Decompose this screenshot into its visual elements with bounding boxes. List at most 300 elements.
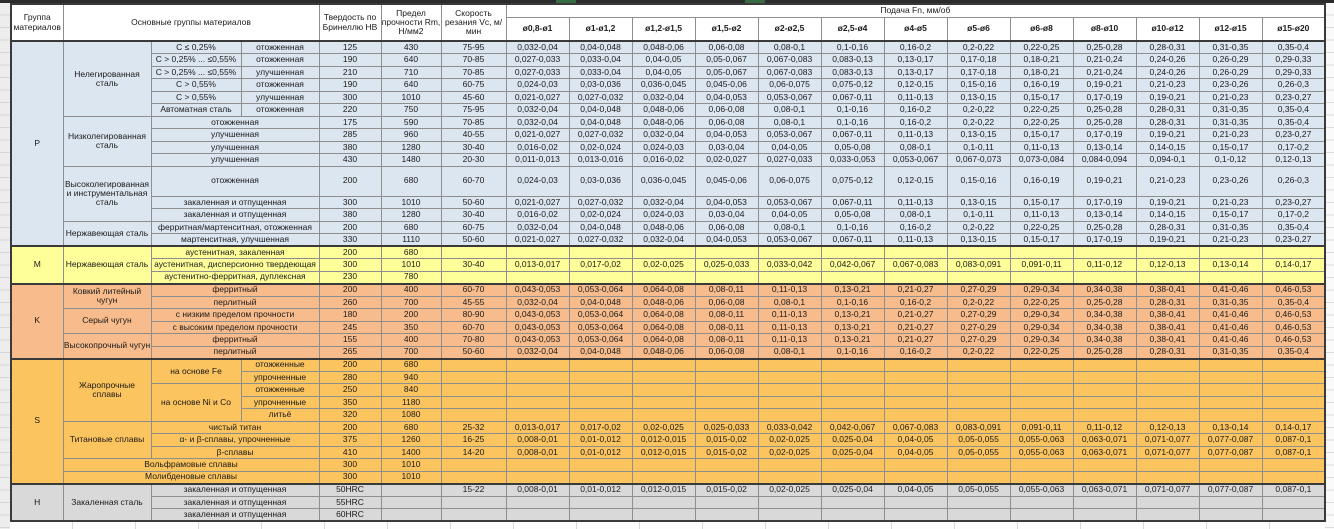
feed-cell[interactable]: 0,033-0,042 — [758, 259, 821, 272]
material-cell[interactable]: Высокопрочный чугун — [63, 334, 151, 359]
feed-cell[interactable]: 0,13-0,14 — [1073, 209, 1136, 222]
feed-cell[interactable]: 0,23-0,27 — [1262, 129, 1325, 142]
feed-cell[interactable]: 0,016-0,02 — [506, 141, 569, 154]
speed-cell[interactable] — [441, 496, 506, 509]
material-cell[interactable]: с высоким пределом прочности — [151, 321, 319, 334]
material-cell[interactable]: отожженные — [241, 359, 319, 372]
feed-cell[interactable]: 0,012-0,015 — [632, 484, 695, 497]
feed-cell[interactable]: 0,24-0,26 — [1136, 54, 1199, 67]
feed-cell[interactable]: 0,13-0,15 — [947, 234, 1010, 247]
feed-cell[interactable]: 0,067-0,11 — [821, 234, 884, 247]
feed-cell[interactable]: 0,03-0,04 — [695, 141, 758, 154]
feed-cell[interactable]: 0,043-0,053 — [506, 334, 569, 347]
feed-cell[interactable] — [1136, 359, 1199, 372]
feed-cell[interactable] — [569, 359, 632, 372]
feed-cell[interactable]: 0,35-0,4 — [1262, 41, 1325, 54]
feed-cell[interactable] — [695, 384, 758, 397]
feed-cell[interactable]: 0,06-0,08 — [695, 221, 758, 234]
header-diameter-12[interactable]: ø15-ø20 — [1262, 17, 1325, 41]
material-cell[interactable]: аустенитная, закаленная — [151, 246, 319, 259]
hardness-cell[interactable]: 380 — [319, 209, 381, 222]
material-cell[interactable]: чистый титан — [151, 421, 319, 434]
hardness-cell[interactable]: 220 — [319, 104, 381, 117]
feed-cell[interactable] — [632, 384, 695, 397]
speed-cell[interactable]: 45-55 — [441, 296, 506, 309]
feed-cell[interactable]: 0,02-0,025 — [758, 484, 821, 497]
speed-cell[interactable]: 15-22 — [441, 484, 506, 497]
feed-cell[interactable]: 0,067-0,073 — [947, 154, 1010, 167]
material-cell[interactable]: Ковкий литейный чугун — [63, 284, 151, 309]
feed-cell[interactable]: 0,13-0,15 — [947, 129, 1010, 142]
strength-cell[interactable]: 400 — [381, 284, 441, 297]
hardness-cell[interactable]: 55HRC — [319, 496, 381, 509]
feed-cell[interactable]: 0,071-0,077 — [1136, 484, 1199, 497]
hardness-cell[interactable]: 430 — [319, 154, 381, 167]
feed-cell[interactable]: 0,11-0,13 — [758, 334, 821, 347]
feed-cell[interactable]: 0,094-0,1 — [1136, 154, 1199, 167]
feed-cell[interactable]: 0,08-0,1 — [884, 141, 947, 154]
feed-cell[interactable] — [695, 371, 758, 384]
feed-cell[interactable] — [758, 471, 821, 484]
material-cell[interactable]: отожженная — [241, 54, 319, 67]
feed-cell[interactable] — [758, 384, 821, 397]
feed-cell[interactable]: 0,16-0,2 — [884, 296, 947, 309]
feed-cell[interactable]: 0,2-0,22 — [947, 104, 1010, 117]
feed-cell[interactable]: 0,053-0,064 — [569, 309, 632, 322]
feed-cell[interactable]: 0,22-0,25 — [1010, 221, 1073, 234]
feed-cell[interactable]: 0,04-0,05 — [758, 141, 821, 154]
feed-cell[interactable]: 0,26-0,3 — [1262, 79, 1325, 92]
feed-cell[interactable]: 0,05-0,067 — [695, 66, 758, 79]
hardness-cell[interactable]: 125 — [319, 41, 381, 54]
feed-cell[interactable] — [884, 384, 947, 397]
feed-cell[interactable]: 0,06-0,08 — [695, 116, 758, 129]
feed-cell[interactable]: 0,091-0,11 — [1010, 421, 1073, 434]
feed-cell[interactable] — [632, 271, 695, 284]
feed-cell[interactable]: 0,067-0,11 — [821, 129, 884, 142]
feed-cell[interactable]: 0,071-0,077 — [1136, 434, 1199, 447]
feed-cell[interactable] — [1073, 496, 1136, 509]
feed-cell[interactable] — [1136, 271, 1199, 284]
material-cell[interactable]: Жаропрочные сплавы — [63, 359, 151, 422]
speed-cell[interactable]: 40-55 — [441, 129, 506, 142]
feed-cell[interactable] — [1262, 471, 1325, 484]
feed-cell[interactable]: 0,053-0,064 — [569, 334, 632, 347]
material-cell[interactable]: α- и β-сплавы, упрочненные — [151, 434, 319, 447]
feed-cell[interactable]: 0,025-0,04 — [821, 446, 884, 459]
feed-cell[interactable] — [1073, 459, 1136, 472]
feed-cell[interactable] — [1073, 471, 1136, 484]
strength-cell[interactable] — [381, 509, 441, 522]
speed-cell[interactable] — [441, 359, 506, 372]
feed-cell[interactable]: 0,032-0,04 — [506, 221, 569, 234]
header-diameter-11[interactable]: ø12-ø15 — [1199, 17, 1262, 41]
feed-cell[interactable]: 0,11-0,13 — [1010, 141, 1073, 154]
feed-cell[interactable]: 0,064-0,08 — [632, 284, 695, 297]
feed-cell[interactable]: 0,22-0,25 — [1010, 296, 1073, 309]
feed-cell[interactable]: 0,29-0,33 — [1262, 54, 1325, 67]
feed-cell[interactable]: 0,28-0,31 — [1136, 104, 1199, 117]
hardness-cell[interactable]: 300 — [319, 196, 381, 209]
hardness-cell[interactable]: 260 — [319, 296, 381, 309]
speed-cell[interactable]: 25-32 — [441, 421, 506, 434]
feed-cell[interactable]: 0,067-0,083 — [884, 259, 947, 272]
feed-cell[interactable]: 0,08-0,1 — [758, 41, 821, 54]
speed-cell[interactable]: 60-70 — [441, 166, 506, 196]
feed-cell[interactable]: 0,032-0,04 — [506, 346, 569, 359]
feed-cell[interactable]: 0,34-0,38 — [1073, 321, 1136, 334]
material-cell[interactable]: аустенитная, дисперсионно твердеющая — [151, 259, 319, 272]
feed-cell[interactable]: 0,25-0,28 — [1073, 41, 1136, 54]
speed-cell[interactable]: 50-60 — [441, 346, 506, 359]
feed-cell[interactable]: 0,027-0,033 — [506, 54, 569, 67]
strength-cell[interactable]: 640 — [381, 79, 441, 92]
header-speed[interactable]: Скорость резания Vc, м/мин — [441, 4, 506, 41]
feed-cell[interactable]: 0,14-0,17 — [1262, 259, 1325, 272]
hardness-cell[interactable]: 50HRC — [319, 484, 381, 497]
feed-cell[interactable]: 0,06-0,075 — [758, 166, 821, 196]
header-feed[interactable]: Подача Fn, мм/об — [506, 4, 1325, 17]
feed-cell[interactable]: 0,032-0,04 — [506, 296, 569, 309]
feed-cell[interactable] — [884, 496, 947, 509]
feed-cell[interactable]: 0,19-0,21 — [1136, 129, 1199, 142]
feed-cell[interactable]: 0,024-0,03 — [632, 141, 695, 154]
feed-cell[interactable]: 0,05-0,08 — [821, 141, 884, 154]
feed-cell[interactable]: 0,075-0,12 — [821, 79, 884, 92]
feed-cell[interactable]: 0,35-0,4 — [1262, 116, 1325, 129]
feed-cell[interactable]: 0,016-0,02 — [506, 209, 569, 222]
material-cell[interactable]: отожженная — [241, 79, 319, 92]
speed-cell[interactable]: 60-70 — [441, 321, 506, 334]
feed-cell[interactable]: 0,41-0,46 — [1199, 321, 1262, 334]
feed-cell[interactable]: 0,11-0,13 — [758, 321, 821, 334]
material-cell[interactable]: улучшенная — [151, 129, 319, 142]
feed-cell[interactable] — [947, 471, 1010, 484]
feed-cell[interactable]: 0,15-0,17 — [1010, 91, 1073, 104]
feed-cell[interactable] — [884, 359, 947, 372]
feed-cell[interactable]: 0,21-0,23 — [1136, 166, 1199, 196]
feed-cell[interactable]: 0,024-0,03 — [506, 79, 569, 92]
feed-cell[interactable] — [821, 359, 884, 372]
feed-cell[interactable] — [884, 459, 947, 472]
group-cell-k[interactable]: K — [11, 284, 63, 359]
feed-cell[interactable]: 0,17-0,18 — [947, 66, 1010, 79]
hardness-cell[interactable]: 300 — [319, 459, 381, 472]
feed-cell[interactable] — [1010, 271, 1073, 284]
material-cell[interactable]: отожженная — [151, 166, 319, 196]
feed-cell[interactable]: 0,053-0,067 — [758, 234, 821, 247]
feed-cell[interactable] — [1262, 496, 1325, 509]
material-cell[interactable]: упрочненные — [241, 396, 319, 409]
feed-cell[interactable]: 0,11-0,13 — [884, 129, 947, 142]
feed-cell[interactable]: 0,03-0,036 — [569, 79, 632, 92]
material-cell[interactable]: мартенситная, улучшенная — [151, 234, 319, 247]
feed-cell[interactable] — [569, 471, 632, 484]
feed-cell[interactable] — [884, 271, 947, 284]
feed-cell[interactable]: 0,063-0,071 — [1073, 484, 1136, 497]
feed-cell[interactable]: 0,13-0,14 — [1073, 141, 1136, 154]
feed-cell[interactable] — [1199, 409, 1262, 422]
material-cell[interactable]: закаленная и отпущенная — [151, 509, 319, 522]
feed-cell[interactable]: 0,027-0,032 — [569, 129, 632, 142]
feed-cell[interactable]: 0,34-0,38 — [1073, 334, 1136, 347]
feed-cell[interactable] — [758, 371, 821, 384]
feed-cell[interactable] — [1073, 384, 1136, 397]
feed-cell[interactable]: 0,11-0,13 — [884, 196, 947, 209]
header-diameter-4[interactable]: ø2-ø2,5 — [758, 17, 821, 41]
feed-cell[interactable] — [1199, 496, 1262, 509]
material-cell[interactable]: закаленная и отпущенная — [151, 209, 319, 222]
feed-cell[interactable]: 0,11-0,13 — [884, 91, 947, 104]
feed-cell[interactable] — [947, 459, 1010, 472]
feed-cell[interactable]: 0,46-0,53 — [1262, 284, 1325, 297]
material-cell[interactable]: улучшенная — [151, 154, 319, 167]
material-cell[interactable]: C > 0,55% — [151, 91, 241, 104]
feed-cell[interactable] — [821, 371, 884, 384]
feed-cell[interactable]: 0,13-0,17 — [884, 54, 947, 67]
feed-cell[interactable]: 0,11-0,13 — [1010, 209, 1073, 222]
feed-cell[interactable] — [947, 246, 1010, 259]
material-cell[interactable]: улучшенная — [241, 66, 319, 79]
speed-cell[interactable]: 75-95 — [441, 104, 506, 117]
feed-cell[interactable] — [821, 471, 884, 484]
feed-cell[interactable]: 0,41-0,46 — [1199, 309, 1262, 322]
feed-cell[interactable]: 0,11-0,13 — [758, 284, 821, 297]
feed-cell[interactable]: 0,01-0,012 — [569, 484, 632, 497]
speed-cell[interactable]: 45-60 — [441, 91, 506, 104]
feed-cell[interactable]: 0,2-0,22 — [947, 296, 1010, 309]
feed-cell[interactable]: 0,19-0,21 — [1136, 234, 1199, 247]
feed-cell[interactable]: 0,14-0,15 — [1136, 141, 1199, 154]
feed-cell[interactable] — [1199, 271, 1262, 284]
speed-cell[interactable]: 50-60 — [441, 234, 506, 247]
feed-cell[interactable] — [758, 271, 821, 284]
feed-cell[interactable]: 0,1-0,16 — [821, 116, 884, 129]
material-cell[interactable]: Нержавеющая сталь — [63, 221, 151, 246]
feed-cell[interactable] — [947, 496, 1010, 509]
strength-cell[interactable]: 1180 — [381, 396, 441, 409]
feed-cell[interactable] — [884, 509, 947, 522]
feed-cell[interactable]: 0,048-0,06 — [632, 116, 695, 129]
feed-cell[interactable]: 0,04-0,048 — [569, 221, 632, 234]
feed-cell[interactable]: 0,043-0,053 — [506, 321, 569, 334]
feed-cell[interactable]: 0,075-0,12 — [821, 166, 884, 196]
feed-cell[interactable]: 0,04-0,048 — [569, 116, 632, 129]
feed-cell[interactable]: 0,21-0,23 — [1199, 91, 1262, 104]
feed-cell[interactable]: 0,15-0,17 — [1010, 196, 1073, 209]
hardness-cell[interactable]: 200 — [319, 221, 381, 234]
header-strength[interactable]: Предел прочности Rm, Н/мм2 — [381, 4, 441, 41]
feed-cell[interactable] — [1262, 509, 1325, 522]
feed-cell[interactable] — [1073, 359, 1136, 372]
feed-cell[interactable]: 0,13-0,21 — [821, 334, 884, 347]
feed-cell[interactable]: 0,46-0,53 — [1262, 321, 1325, 334]
feed-cell[interactable]: 0,29-0,34 — [1010, 334, 1073, 347]
feed-cell[interactable]: 0,21-0,27 — [884, 334, 947, 347]
feed-cell[interactable]: 0,05-0,067 — [695, 54, 758, 67]
strength-cell[interactable]: 590 — [381, 116, 441, 129]
feed-cell[interactable] — [1136, 396, 1199, 409]
feed-cell[interactable]: 0,1-0,16 — [821, 104, 884, 117]
hardness-cell[interactable]: 350 — [319, 396, 381, 409]
feed-cell[interactable]: 0,077-0,087 — [1199, 434, 1262, 447]
feed-cell[interactable]: 0,08-0,1 — [884, 209, 947, 222]
feed-cell[interactable]: 0,027-0,032 — [569, 91, 632, 104]
feed-cell[interactable]: 0,38-0,41 — [1136, 284, 1199, 297]
feed-cell[interactable] — [569, 396, 632, 409]
feed-cell[interactable] — [1262, 396, 1325, 409]
feed-cell[interactable]: 0,25-0,28 — [1073, 296, 1136, 309]
feed-cell[interactable]: 0,053-0,064 — [569, 284, 632, 297]
feed-cell[interactable]: 0,25-0,28 — [1073, 104, 1136, 117]
feed-cell[interactable]: 0,21-0,23 — [1199, 129, 1262, 142]
feed-cell[interactable]: 0,04-0,05 — [758, 209, 821, 222]
feed-cell[interactable]: 0,024-0,03 — [632, 209, 695, 222]
strength-cell[interactable]: 1010 — [381, 459, 441, 472]
feed-cell[interactable]: 0,008-0,01 — [506, 446, 569, 459]
feed-cell[interactable]: 0,025-0,033 — [695, 259, 758, 272]
feed-cell[interactable] — [569, 459, 632, 472]
feed-cell[interactable] — [569, 384, 632, 397]
material-cell[interactable]: Титановые сплавы — [63, 421, 151, 459]
feed-cell[interactable] — [695, 409, 758, 422]
feed-cell[interactable]: 0,011-0,013 — [506, 154, 569, 167]
feed-cell[interactable]: 0,083-0,13 — [821, 54, 884, 67]
feed-cell[interactable]: 0,067-0,083 — [884, 421, 947, 434]
feed-cell[interactable] — [1010, 246, 1073, 259]
feed-cell[interactable]: 0,26-0,29 — [1199, 54, 1262, 67]
material-cell[interactable]: C > 0,25% ... ≤0,55% — [151, 66, 241, 79]
feed-cell[interactable] — [695, 496, 758, 509]
feed-cell[interactable] — [695, 471, 758, 484]
feed-cell[interactable] — [1010, 359, 1073, 372]
feed-cell[interactable]: 0,053-0,067 — [758, 91, 821, 104]
material-cell[interactable]: улучшенная — [241, 91, 319, 104]
feed-cell[interactable]: 0,04-0,053 — [695, 129, 758, 142]
material-cell[interactable]: Серый чугун — [63, 309, 151, 334]
feed-cell[interactable]: 0,35-0,4 — [1262, 346, 1325, 359]
feed-cell[interactable]: 0,38-0,41 — [1136, 321, 1199, 334]
feed-cell[interactable] — [569, 509, 632, 522]
hardness-cell[interactable]: 180 — [319, 309, 381, 322]
feed-cell[interactable] — [506, 271, 569, 284]
feed-cell[interactable] — [821, 496, 884, 509]
feed-cell[interactable]: 0,084-0,094 — [1073, 154, 1136, 167]
speed-cell[interactable]: 70-85 — [441, 116, 506, 129]
feed-cell[interactable]: 0,015-0,02 — [695, 434, 758, 447]
feed-cell[interactable] — [1199, 246, 1262, 259]
feed-cell[interactable]: 0,08-0,1 — [758, 221, 821, 234]
speed-cell[interactable]: 30-40 — [441, 141, 506, 154]
speed-cell[interactable] — [441, 396, 506, 409]
feed-cell[interactable] — [884, 409, 947, 422]
feed-cell[interactable]: 0,01-0,012 — [569, 434, 632, 447]
header-diameter-6[interactable]: ø4-ø5 — [884, 17, 947, 41]
feed-cell[interactable] — [1073, 271, 1136, 284]
feed-cell[interactable] — [758, 359, 821, 372]
feed-cell[interactable]: 0,04-0,05 — [632, 66, 695, 79]
material-cell[interactable]: отожженная — [241, 104, 319, 117]
feed-cell[interactable]: 0,013-0,017 — [506, 421, 569, 434]
header-diameter-9[interactable]: ø8-ø10 — [1073, 17, 1136, 41]
hardness-cell[interactable]: 300 — [319, 91, 381, 104]
hardness-cell[interactable]: 200 — [319, 166, 381, 196]
feed-cell[interactable] — [632, 396, 695, 409]
hardness-cell[interactable]: 200 — [319, 284, 381, 297]
hardness-cell[interactable]: 190 — [319, 54, 381, 67]
material-cell[interactable]: аустенитно-ферритная, дуплексная — [151, 271, 319, 284]
feed-cell[interactable] — [1010, 509, 1073, 522]
feed-cell[interactable]: 0,28-0,31 — [1136, 116, 1199, 129]
strength-cell[interactable]: 1480 — [381, 154, 441, 167]
feed-cell[interactable] — [1136, 246, 1199, 259]
material-cell[interactable]: Нелегированная сталь — [63, 41, 151, 116]
strength-cell[interactable]: 680 — [381, 221, 441, 234]
feed-cell[interactable] — [632, 371, 695, 384]
feed-cell[interactable] — [569, 496, 632, 509]
feed-cell[interactable]: 0,032-0,04 — [506, 41, 569, 54]
feed-cell[interactable]: 0,032-0,04 — [632, 129, 695, 142]
feed-cell[interactable]: 0,21-0,24 — [1073, 66, 1136, 79]
feed-cell[interactable]: 0,34-0,38 — [1073, 284, 1136, 297]
speed-cell[interactable]: 14-20 — [441, 446, 506, 459]
feed-cell[interactable] — [1262, 459, 1325, 472]
feed-cell[interactable]: 0,02-0,025 — [632, 259, 695, 272]
feed-cell[interactable]: 0,032-0,04 — [506, 116, 569, 129]
feed-cell[interactable] — [506, 471, 569, 484]
feed-cell[interactable]: 0,027-0,033 — [506, 66, 569, 79]
feed-cell[interactable] — [947, 409, 1010, 422]
feed-cell[interactable]: 0,017-0,02 — [569, 259, 632, 272]
feed-cell[interactable] — [821, 459, 884, 472]
feed-cell[interactable]: 0,063-0,071 — [1073, 434, 1136, 447]
feed-cell[interactable]: 0,34-0,38 — [1073, 309, 1136, 322]
feed-cell[interactable]: 0,055-0,063 — [1010, 484, 1073, 497]
feed-cell[interactable]: 0,12-0,15 — [884, 79, 947, 92]
feed-cell[interactable] — [695, 459, 758, 472]
feed-cell[interactable] — [632, 471, 695, 484]
group-cell-h[interactable]: H — [11, 484, 63, 522]
feed-cell[interactable] — [506, 384, 569, 397]
header-diameter-10[interactable]: ø10-ø12 — [1136, 17, 1199, 41]
material-cell[interactable]: отожженные — [241, 384, 319, 397]
feed-cell[interactable] — [695, 271, 758, 284]
feed-cell[interactable]: 0,15-0,17 — [1010, 129, 1073, 142]
material-cell[interactable]: закаленная и отпущенная — [151, 484, 319, 497]
feed-cell[interactable]: 0,13-0,15 — [947, 196, 1010, 209]
feed-cell[interactable] — [1073, 396, 1136, 409]
material-cell[interactable]: перлитный — [151, 296, 319, 309]
feed-cell[interactable] — [1073, 509, 1136, 522]
feed-cell[interactable]: 0,055-0,063 — [1010, 434, 1073, 447]
speed-cell[interactable] — [441, 471, 506, 484]
material-cell[interactable]: C ≤ 0,25% — [151, 41, 241, 54]
speed-cell[interactable] — [441, 371, 506, 384]
feed-cell[interactable]: 0,22-0,25 — [1010, 346, 1073, 359]
feed-cell[interactable]: 0,16-0,2 — [884, 116, 947, 129]
feed-cell[interactable] — [821, 509, 884, 522]
feed-cell[interactable] — [632, 459, 695, 472]
feed-cell[interactable]: 0,05-0,055 — [947, 446, 1010, 459]
strength-cell[interactable] — [381, 484, 441, 497]
feed-cell[interactable]: 0,016-0,02 — [632, 154, 695, 167]
material-cell[interactable]: Вольфрамовые сплавы — [63, 459, 319, 472]
strength-cell[interactable]: 700 — [381, 346, 441, 359]
feed-cell[interactable] — [1199, 471, 1262, 484]
feed-cell[interactable]: 0,053-0,067 — [758, 129, 821, 142]
feed-cell[interactable]: 0,21-0,27 — [884, 309, 947, 322]
feed-cell[interactable]: 0,21-0,27 — [884, 321, 947, 334]
